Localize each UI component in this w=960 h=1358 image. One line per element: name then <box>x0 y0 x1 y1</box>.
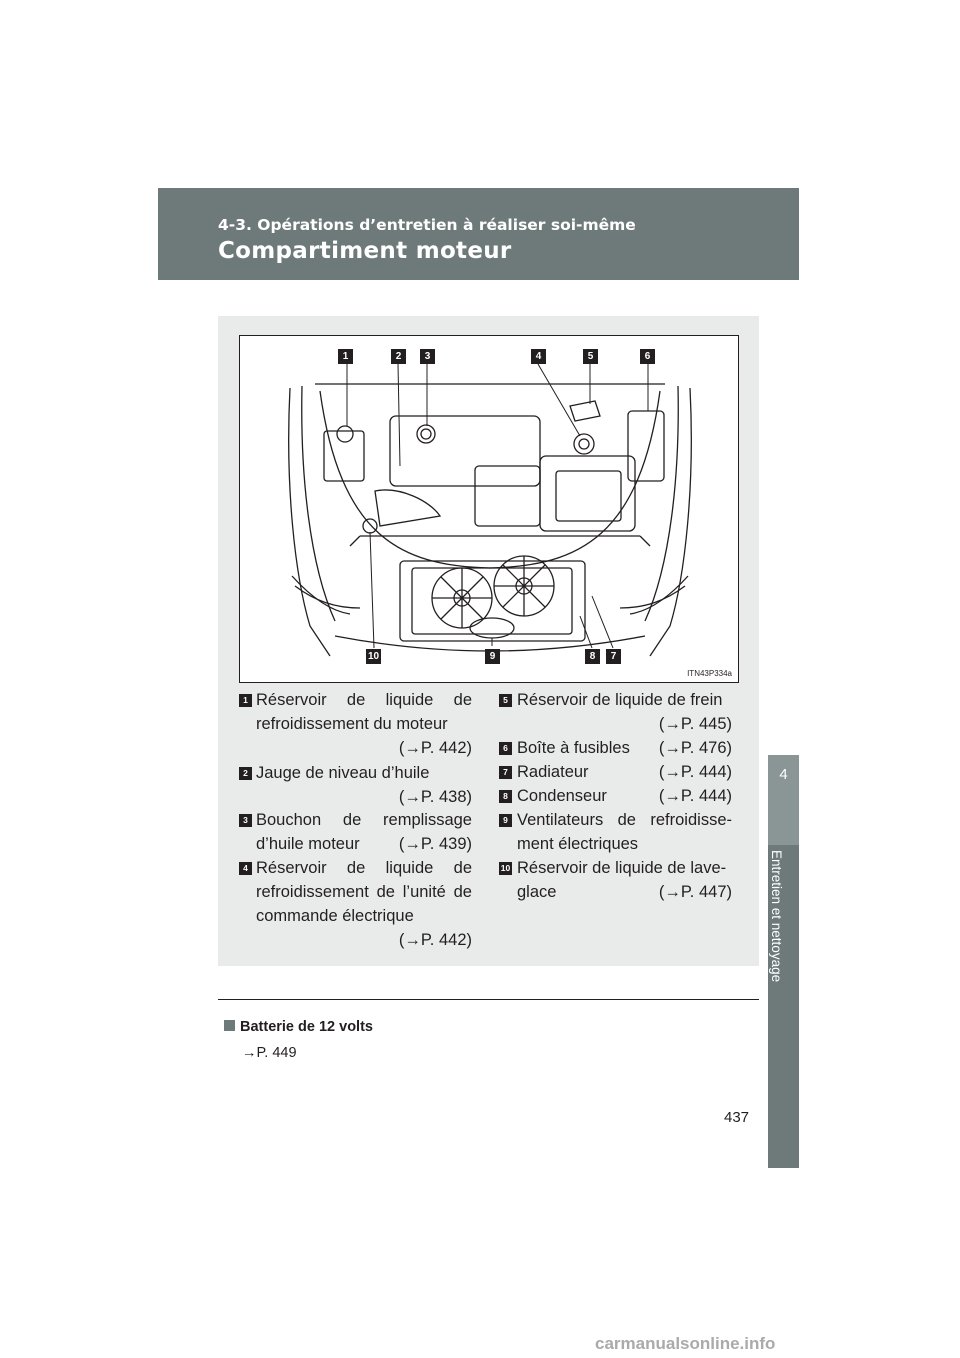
item-3-line-2 <box>256 832 472 856</box>
item-3-ref[interactable]: (→P. 439) <box>398 835 472 853</box>
item-1-line-1: Réservoir de liquide de <box>256 691 472 709</box>
chapter-header <box>158 188 799 280</box>
item-6 <box>517 736 732 760</box>
item-9-line-1: Ventilateurs de refroidisse- <box>517 811 732 829</box>
item-9-number: 9 <box>499 814 512 827</box>
item-1 <box>256 688 472 760</box>
callout-10: 10 <box>367 651 380 662</box>
item-10-line-1: Réservoir de liquide de lave- <box>517 859 727 877</box>
item-3 <box>256 808 472 856</box>
item-8-label: Condenseur <box>517 787 607 805</box>
page-number: 437 <box>724 1109 750 1126</box>
item-5-ref[interactable]: (→P. 445) <box>658 715 732 733</box>
callout-4: 4 <box>531 349 546 364</box>
item-10-ref[interactable]: (→P. 447) <box>658 883 732 901</box>
item-7-line <box>517 760 732 784</box>
square-bullet-icon <box>224 1020 235 1031</box>
chapter-number: 4 <box>768 755 799 845</box>
item-4-line-2: refroidissement de l’unité de <box>256 883 472 901</box>
item-6-line <box>517 736 732 760</box>
item-3-number: 3 <box>239 814 252 827</box>
callout-9: 9 <box>485 649 500 664</box>
item-8-ref[interactable]: (→P. 444) <box>658 787 732 805</box>
callout-7: 7 <box>606 649 621 664</box>
watermark: carmanualsonline.info <box>595 1334 776 1353</box>
figure-code: ITN43P334a <box>687 669 732 678</box>
page-title: Compartiment moteur <box>218 238 512 264</box>
item-10-line-2 <box>517 880 732 904</box>
item-8 <box>517 784 732 808</box>
item-4-ref[interactable]: (→P. 442) <box>398 931 472 949</box>
item-7 <box>517 760 732 784</box>
item-5-number: 5 <box>499 694 512 707</box>
item-5 <box>517 688 732 736</box>
item-6-ref[interactable]: (→P. 476) <box>658 739 732 757</box>
callout-5: 5 <box>583 349 598 364</box>
item-4-line-1: Réservoir de liquide de <box>256 859 472 877</box>
item-6-number: 6 <box>499 742 512 755</box>
item-1-ref[interactable]: (→P. 442) <box>398 739 472 757</box>
item-7-number: 7 <box>499 766 512 779</box>
divider <box>218 999 759 1000</box>
callout-6: 6 <box>640 349 655 364</box>
note-title-text: Batterie de 12 volts <box>240 1019 373 1035</box>
callout-1: 1 <box>338 349 353 364</box>
item-4-number: 4 <box>239 862 252 875</box>
item-1-line-2: refroidissement du moteur <box>256 715 448 733</box>
item-10-line-2-text: glace <box>517 883 557 901</box>
item-7-label: Radiateur <box>517 763 589 781</box>
item-2-number: 2 <box>239 767 252 780</box>
item-7-ref[interactable]: (→P. 444) <box>658 763 732 781</box>
note-ref[interactable]: →P. 449 <box>242 1045 297 1061</box>
note-title <box>224 1019 373 1035</box>
item-9-line-2: ment électriques <box>517 835 639 853</box>
item-2 <box>256 761 472 809</box>
item-5-line-1: Réservoir de liquide de frein <box>517 691 723 709</box>
item-10 <box>517 856 732 904</box>
engine-drawing <box>240 336 739 683</box>
item-6-label: Boîte à fusibles <box>517 739 630 757</box>
item-3-line-2-text: d’huile moteur <box>256 835 360 853</box>
item-4-line-3: commande électrique <box>256 907 414 925</box>
item-10-number: 10 <box>500 863 511 873</box>
item-4 <box>256 856 472 952</box>
callout-3: 3 <box>420 349 435 364</box>
callout-2: 2 <box>391 349 406 364</box>
item-2-ref[interactable]: (→P. 438) <box>398 788 472 806</box>
section-title: 4-3. Opérations d’entretien à réaliser soi-même <box>218 216 636 234</box>
item-3-line-1: Bouchon de remplissage <box>256 811 472 829</box>
item-9 <box>517 808 732 856</box>
item-8-line <box>517 784 732 808</box>
callout-8: 8 <box>585 649 600 664</box>
item-1-number: 1 <box>239 694 252 707</box>
engine-compartment-figure <box>239 335 739 683</box>
item-8-number: 8 <box>499 790 512 803</box>
chapter-label: Entretien et nettoyage <box>769 850 784 983</box>
item-2-line-1: Jauge de niveau d’huile <box>256 764 430 782</box>
